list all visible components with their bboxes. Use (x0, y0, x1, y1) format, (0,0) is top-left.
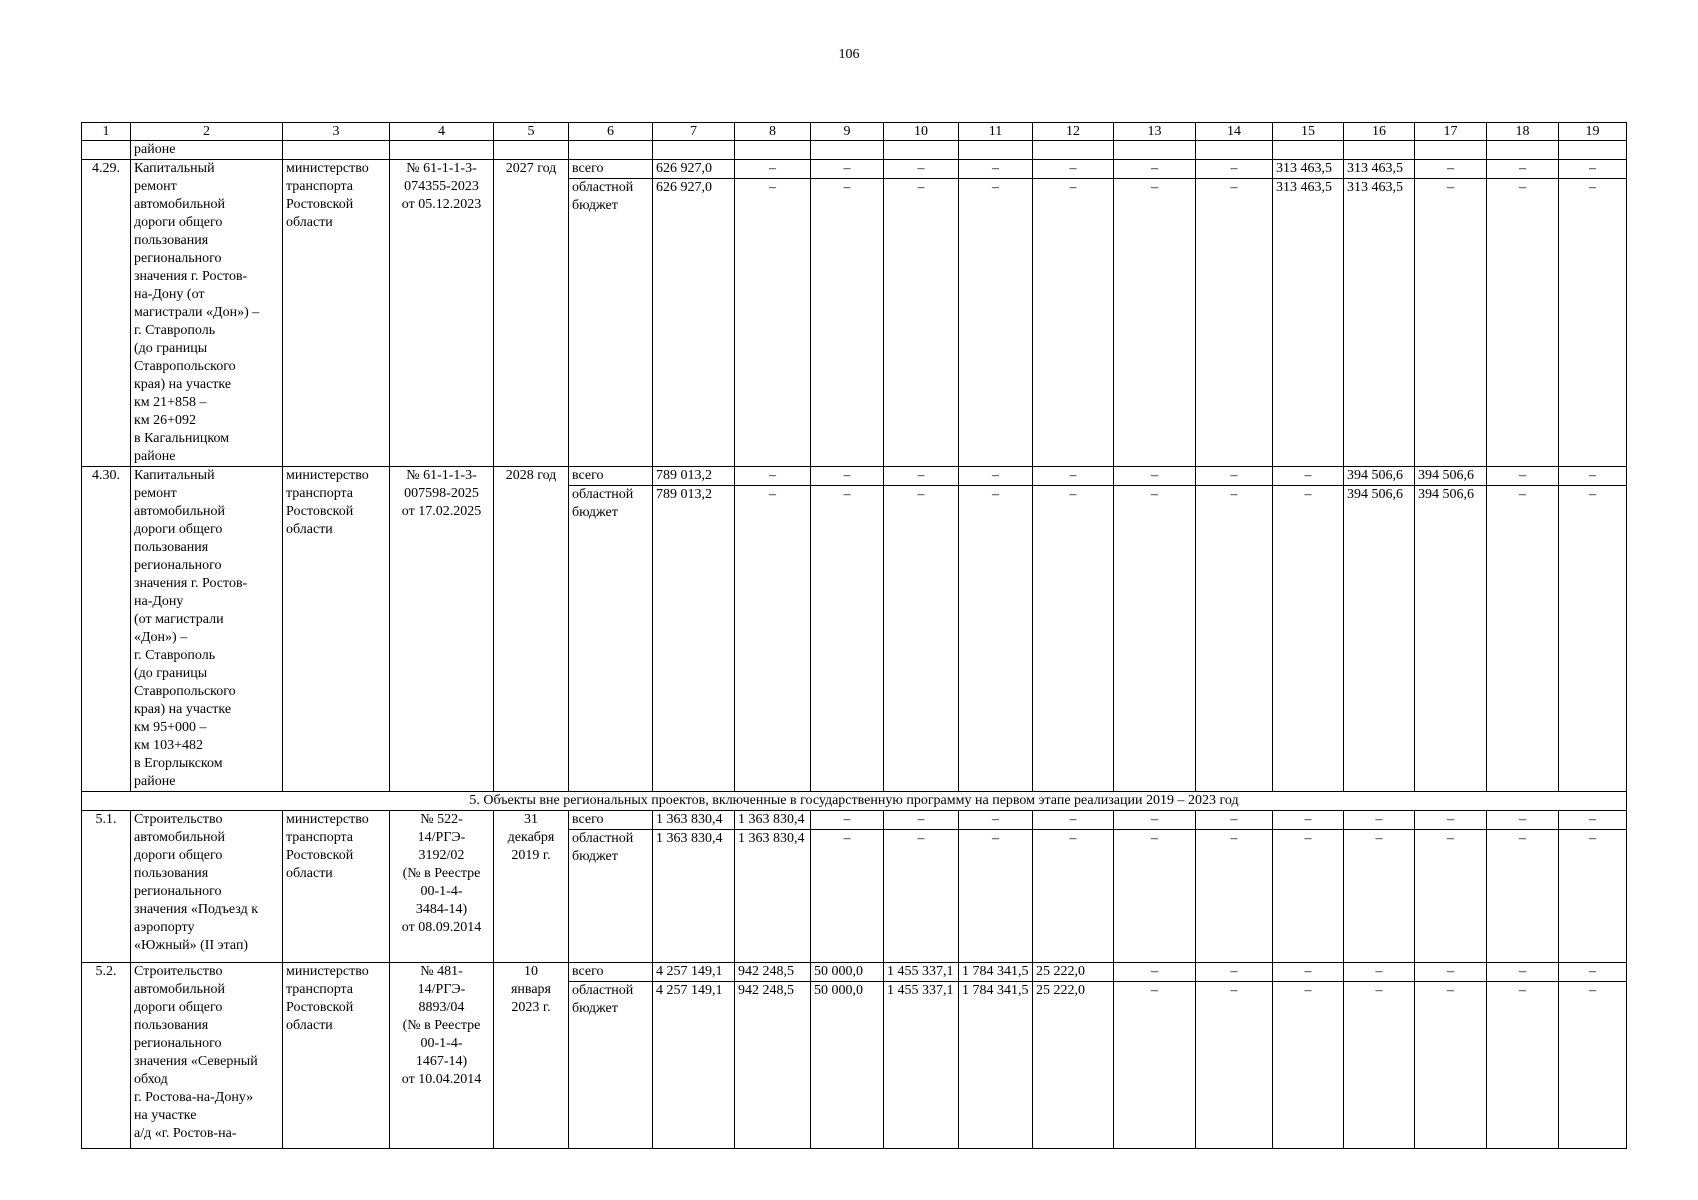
value-cell: 394 506,6 (1344, 467, 1415, 486)
completion-year: 10 января 2023 г. (494, 963, 569, 1149)
value-cell: 626 927,0 (653, 179, 735, 467)
value-cell: – (1487, 467, 1559, 486)
value-cell: – (1273, 811, 1344, 830)
funding-source: всего (569, 467, 653, 486)
value-cell: – (1273, 982, 1344, 1149)
column-header: 19 (1559, 123, 1627, 141)
value-cell: – (1114, 486, 1196, 792)
value-cell: – (1114, 467, 1196, 486)
value-cell: 1 784 341,5 (959, 982, 1033, 1149)
value-cell: – (1344, 830, 1415, 963)
funding-source: областной бюджет (569, 486, 653, 792)
value-cell: 25 222,0 (1033, 963, 1114, 982)
value-cell: 789 013,2 (653, 486, 735, 792)
expertise-document: № 61-1-1-3- 007598-2025 от 17.02.2025 (390, 467, 494, 792)
column-header: 9 (811, 123, 884, 141)
value-cell: 942 248,5 (735, 963, 811, 982)
column-header: 1 (82, 123, 131, 141)
row-number: 5.2. (82, 963, 131, 1149)
value-cell: 313 463,5 (1344, 179, 1415, 467)
funding-source: всего (569, 160, 653, 179)
header-row (82, 123, 1627, 141)
column-header: 16 (1344, 123, 1415, 141)
value-cell: 394 506,6 (1415, 467, 1487, 486)
program-table (81, 122, 1627, 1149)
table-body (82, 123, 1627, 1149)
expertise-document: № 522- 14/РГЭ- 3192/02 (№ в Реестре 00-1-4- 3484-14) от 08.09.2014 (390, 811, 494, 963)
value-cell: – (1033, 830, 1114, 963)
value-cell: – (735, 467, 811, 486)
value-cell: – (884, 830, 959, 963)
column-header: 5 (494, 123, 569, 141)
value-cell: – (884, 486, 959, 792)
funding-source: всего (569, 963, 653, 982)
value-cell: – (1415, 830, 1487, 963)
value-cell: – (1196, 467, 1273, 486)
value-cell: – (1033, 179, 1114, 467)
value-cell: – (1487, 486, 1559, 792)
value-cell: 1 363 830,4 (735, 811, 811, 830)
value-cell: – (1196, 160, 1273, 179)
value-cell: – (1114, 160, 1196, 179)
value-cell: – (1114, 811, 1196, 830)
responsible-org: министерство транспорта Ростовской области (283, 963, 390, 1149)
value-cell: – (1114, 830, 1196, 963)
value-cell: 1 363 830,4 (653, 811, 735, 830)
table-row (82, 963, 1627, 982)
value-cell: – (1033, 811, 1114, 830)
value-cell: – (1415, 982, 1487, 1149)
value-cell: – (1033, 160, 1114, 179)
value-cell: 942 248,5 (735, 982, 811, 1149)
value-cell: – (1273, 486, 1344, 792)
funding-source: областной бюджет (569, 179, 653, 467)
value-cell: – (811, 486, 884, 792)
page-number: 106 (838, 47, 860, 62)
value-cell: – (1559, 963, 1627, 982)
value-cell: – (1415, 160, 1487, 179)
value-cell: – (1559, 811, 1627, 830)
value-cell: – (811, 830, 884, 963)
value-cell: – (1559, 467, 1627, 486)
expertise-document: № 61-1-1-3- 074355-2023 от 05.12.2023 (390, 160, 494, 467)
value-cell: 1 455 337,1 (884, 963, 959, 982)
row-number: 5.1. (82, 811, 131, 963)
value-cell: – (1196, 982, 1273, 1149)
value-cell: 50 000,0 (811, 982, 884, 1149)
completion-year: 2028 год (494, 467, 569, 792)
column-header: 6 (569, 123, 653, 141)
value-cell: 1 363 830,4 (653, 830, 735, 963)
continuation-row (82, 141, 1627, 160)
value-cell: – (1487, 830, 1559, 963)
value-cell: – (1196, 486, 1273, 792)
value-cell: – (735, 486, 811, 792)
funding-source: областной бюджет (569, 982, 653, 1149)
value-cell: – (1559, 160, 1627, 179)
funding-source: областной бюджет (569, 830, 653, 963)
value-cell: – (1487, 160, 1559, 179)
value-cell: – (1559, 830, 1627, 963)
value-cell: – (1273, 830, 1344, 963)
value-cell: – (1273, 467, 1344, 486)
continuation-cell: районе (131, 141, 283, 160)
value-cell: 394 506,6 (1344, 486, 1415, 792)
value-cell: – (1487, 982, 1559, 1149)
value-cell: 4 257 149,1 (653, 963, 735, 982)
value-cell: – (1487, 963, 1559, 982)
value-cell: – (811, 811, 884, 830)
value-cell: – (959, 179, 1033, 467)
value-cell: – (1415, 963, 1487, 982)
value-cell: 1 455 337,1 (884, 982, 959, 1149)
section-title: 5. Объекты вне региональных проектов, включенные в государственную программу на первом этапе реализации 2019 – 2023 год (82, 792, 1627, 811)
value-cell: – (735, 179, 811, 467)
value-cell: – (1196, 963, 1273, 982)
value-cell: 1 363 830,4 (735, 830, 811, 963)
column-header: 8 (735, 123, 811, 141)
section-row (82, 792, 1627, 811)
value-cell: 394 506,6 (1415, 486, 1487, 792)
column-header: 10 (884, 123, 959, 141)
value-cell: – (1415, 179, 1487, 467)
value-cell: – (884, 811, 959, 830)
value-cell: 4 257 149,1 (653, 982, 735, 1149)
column-header: 4 (390, 123, 494, 141)
object-name: Строительство автомобильной дороги общего пользования регионального значения «Подъезд к аэропорту «Южный» (II этап) (131, 811, 283, 963)
value-cell: – (884, 160, 959, 179)
column-header: 2 (131, 123, 283, 141)
row-number: 4.29. (82, 160, 131, 467)
column-header: 18 (1487, 123, 1559, 141)
value-cell: – (959, 811, 1033, 830)
value-cell: – (959, 160, 1033, 179)
value-cell: – (884, 179, 959, 467)
completion-year: 2027 год (494, 160, 569, 467)
object-name: Капитальный ремонт автомобильной дороги общего пользования регионального значения г. Ростов- на-Дону (от магистрали «Дон») – г. Ставрополь (до границы Ставропольского края) на участке км 95+000 – км 103+482 в Егорлыкском районе (131, 467, 283, 792)
value-cell: 50 000,0 (811, 963, 884, 982)
value-cell: – (1114, 963, 1196, 982)
value-cell: 313 463,5 (1273, 160, 1344, 179)
value-cell: 25 222,0 (1033, 982, 1114, 1149)
object-name: Строительство автомобильной дороги общего пользования регионального значения «Северный обход г. Ростова-на-Дону» на участке а/д «г. Ростов-на- (131, 963, 283, 1149)
value-cell: – (1196, 830, 1273, 963)
expertise-document: № 481- 14/РГЭ- 8893/04 (№ в Реестре 00-1-4- 1467-14) от 10.04.2014 (390, 963, 494, 1149)
column-header: 17 (1415, 123, 1487, 141)
value-cell: 313 463,5 (1344, 160, 1415, 179)
column-header: 13 (1114, 123, 1196, 141)
funding-source: всего (569, 811, 653, 830)
table-row (82, 811, 1627, 830)
value-cell: – (1196, 811, 1273, 830)
responsible-org: министерство транспорта Ростовской области (283, 160, 390, 467)
row-number: 4.30. (82, 467, 131, 792)
responsible-org: министерство транспорта Ростовской области (283, 467, 390, 792)
value-cell: – (811, 467, 884, 486)
value-cell: – (1114, 982, 1196, 1149)
value-cell: 313 463,5 (1273, 179, 1344, 467)
object-name: Капитальный ремонт автомобильной дороги общего пользования регионального значения г. Ростов- на-Дону (от магистрали «Дон») – г. Ставрополь (до границы Ставропольского края) на участке км 21+858 – км 26+092 в Кагальницком районе (131, 160, 283, 467)
value-cell: – (1033, 467, 1114, 486)
column-header: 3 (283, 123, 390, 141)
value-cell: – (1344, 811, 1415, 830)
value-cell: – (1196, 179, 1273, 467)
value-cell: – (1559, 179, 1627, 467)
value-cell: – (1559, 486, 1627, 792)
column-header: 15 (1273, 123, 1344, 141)
value-cell: – (1487, 179, 1559, 467)
value-cell: – (1487, 811, 1559, 830)
column-header: 12 (1033, 123, 1114, 141)
value-cell: – (1273, 963, 1344, 982)
responsible-org: министерство транспорта Ростовской области (283, 811, 390, 963)
value-cell: 1 784 341,5 (959, 963, 1033, 982)
value-cell: – (735, 160, 811, 179)
value-cell: 626 927,0 (653, 160, 735, 179)
value-cell: – (884, 467, 959, 486)
value-cell: – (1344, 963, 1415, 982)
table-row (82, 160, 1627, 179)
value-cell: – (811, 179, 884, 467)
column-header: 7 (653, 123, 735, 141)
table-row (82, 467, 1627, 486)
value-cell: 789 013,2 (653, 467, 735, 486)
value-cell: – (1559, 982, 1627, 1149)
completion-year: 31 декабря 2019 г. (494, 811, 569, 963)
value-cell: – (959, 830, 1033, 963)
value-cell: – (811, 160, 884, 179)
value-cell: – (959, 486, 1033, 792)
value-cell: – (1114, 179, 1196, 467)
value-cell: – (1415, 811, 1487, 830)
column-header: 11 (959, 123, 1033, 141)
column-header: 14 (1196, 123, 1273, 141)
value-cell: – (1033, 486, 1114, 792)
value-cell: – (959, 467, 1033, 486)
value-cell: – (1344, 982, 1415, 1149)
